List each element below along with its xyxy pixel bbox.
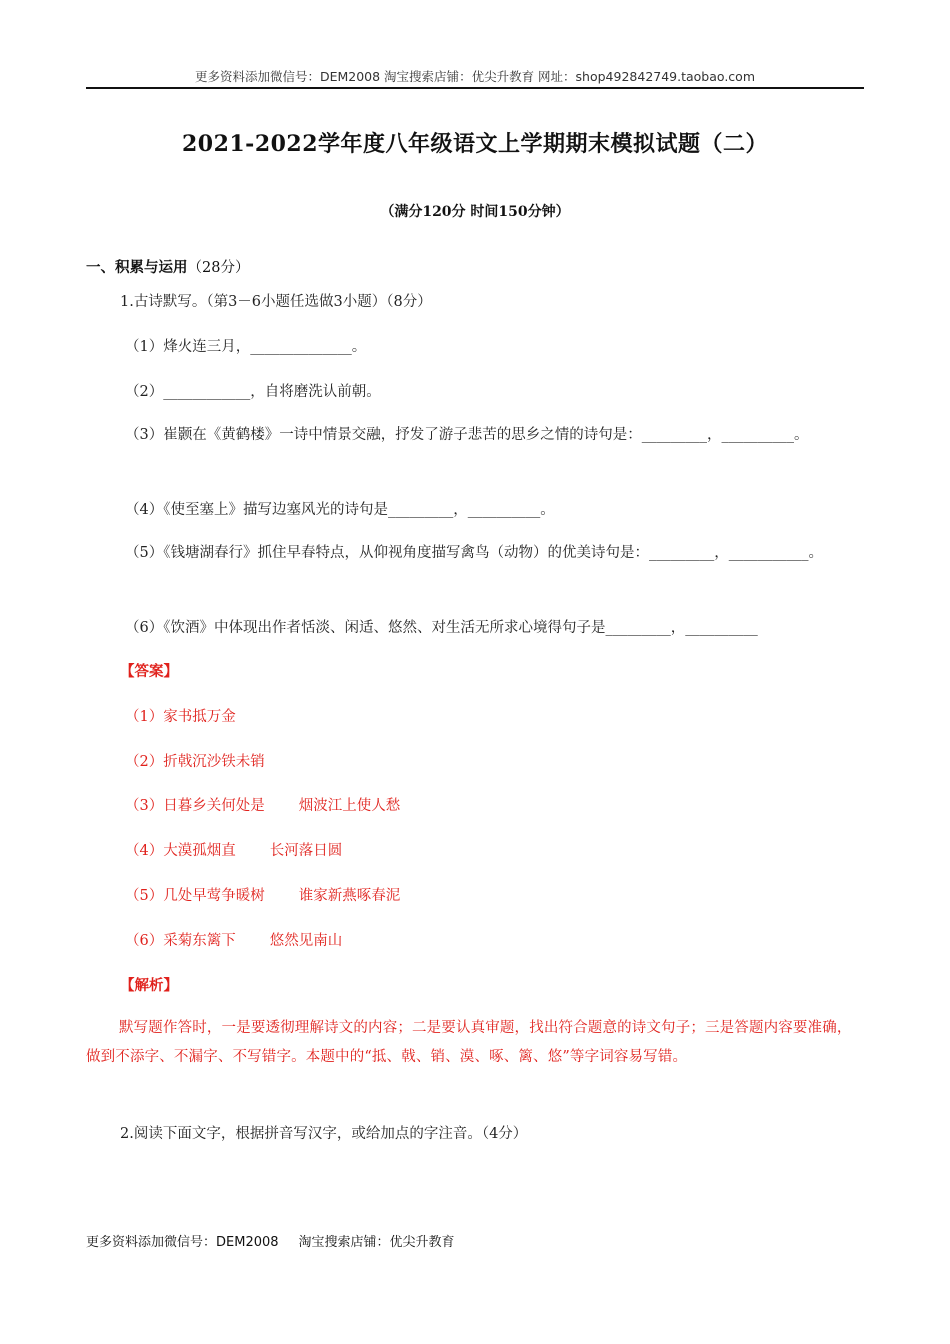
section-heading (86, 256, 249, 277)
analysis-text: 默写题作答时，一是要透彻理解诗文的内容；二是要认真审题，找出符合题意的诗文句子；三是答题内容要准确，做到不添字、不漏字、不写错字。本题中的“抵、戟、销、漠、啄、篱、悠”等字词容易写错。 (86, 1020, 852, 1065)
question-1-item-4: （4）《使至塞上》描写边塞风光的诗句是_________，__________。 (125, 502, 555, 518)
answer-item-4 (125, 839, 342, 860)
section-score: （28分） (187, 260, 250, 276)
footer-shop: 淘宝搜索店铺：优尖升教育 (298, 1235, 455, 1250)
answer-item-3-a: （3）日暮乡关何处是 (125, 798, 265, 814)
question-1-stem: 1.古诗默写。（第3－6小题任选做3小题）（8分） (120, 294, 432, 310)
answer-item-2-a: （2）折戟沉沙铁未销 (125, 754, 265, 770)
footer-wechat: 更多资料添加微信号：DEM2008 (86, 1235, 279, 1250)
exam-subtitle: （满分120分 时间150分钟） (380, 204, 570, 220)
answer-item-1 (125, 705, 236, 726)
answer-item-6 (125, 929, 342, 950)
answer-item-6-a: （6）采菊东篱下 (125, 933, 236, 949)
answer-item-4-b: 长河落日圆 (269, 843, 343, 859)
page-footer (86, 1231, 455, 1250)
question-1-item-5: （5）《钱塘湖春行》抓住早春特点，从仰视角度描写禽鸟（动物）的优美诗句是：_________，___________。 (125, 545, 823, 561)
page-header: 更多资料添加微信号：DEM2008 淘宝搜索店铺：优尖升教育 网址：shop492842749.taobao.com (194, 69, 756, 84)
answer-item-5-b: 谁家新燕啄春泥 (298, 888, 401, 904)
question-1-item-6: （6）《饮酒》中体现出作者恬淡、闲适、悠然、对生活无所求心境得句子是_________，__________ (125, 620, 758, 636)
answer-label: 【答案】 (120, 663, 178, 680)
exam-title: 2021-2022学年度八年级语文上学期期末模拟试题（二） (181, 131, 769, 157)
answer-item-5 (125, 884, 400, 905)
answer-item-4-a: （4）大漠孤烟直 (125, 843, 236, 859)
question-1-item-1: （1）烽火连三月，______________。 (125, 339, 367, 355)
answer-item-3-b: 烟波江上使人愁 (298, 798, 401, 814)
section-heading-label: 一、积累与运用 (86, 259, 188, 276)
question-2-stem: 2.阅读下面文字，根据拼音写汉字，或给加点的字注音。（4分） (120, 1126, 528, 1142)
answer-item-3 (125, 794, 400, 815)
answer-item-2 (125, 750, 265, 771)
answer-item-1-a: （1）家书抵万金 (125, 709, 236, 725)
answer-item-5-a: （5）几处早莺争暖树 (125, 888, 265, 904)
analysis-label: 【解析】 (120, 977, 178, 994)
question-1-item-2: （2）____________，自将磨洗认前朝。 (125, 384, 381, 400)
question-1-item-3: （3）崔颢在《黄鹤楼》一诗中情景交融，抒发了游子悲苦的思乡之情的诗句是：_________，__________。 (125, 427, 809, 443)
header-divider (86, 87, 864, 89)
answer-item-6-b: 悠然见南山 (269, 933, 343, 949)
